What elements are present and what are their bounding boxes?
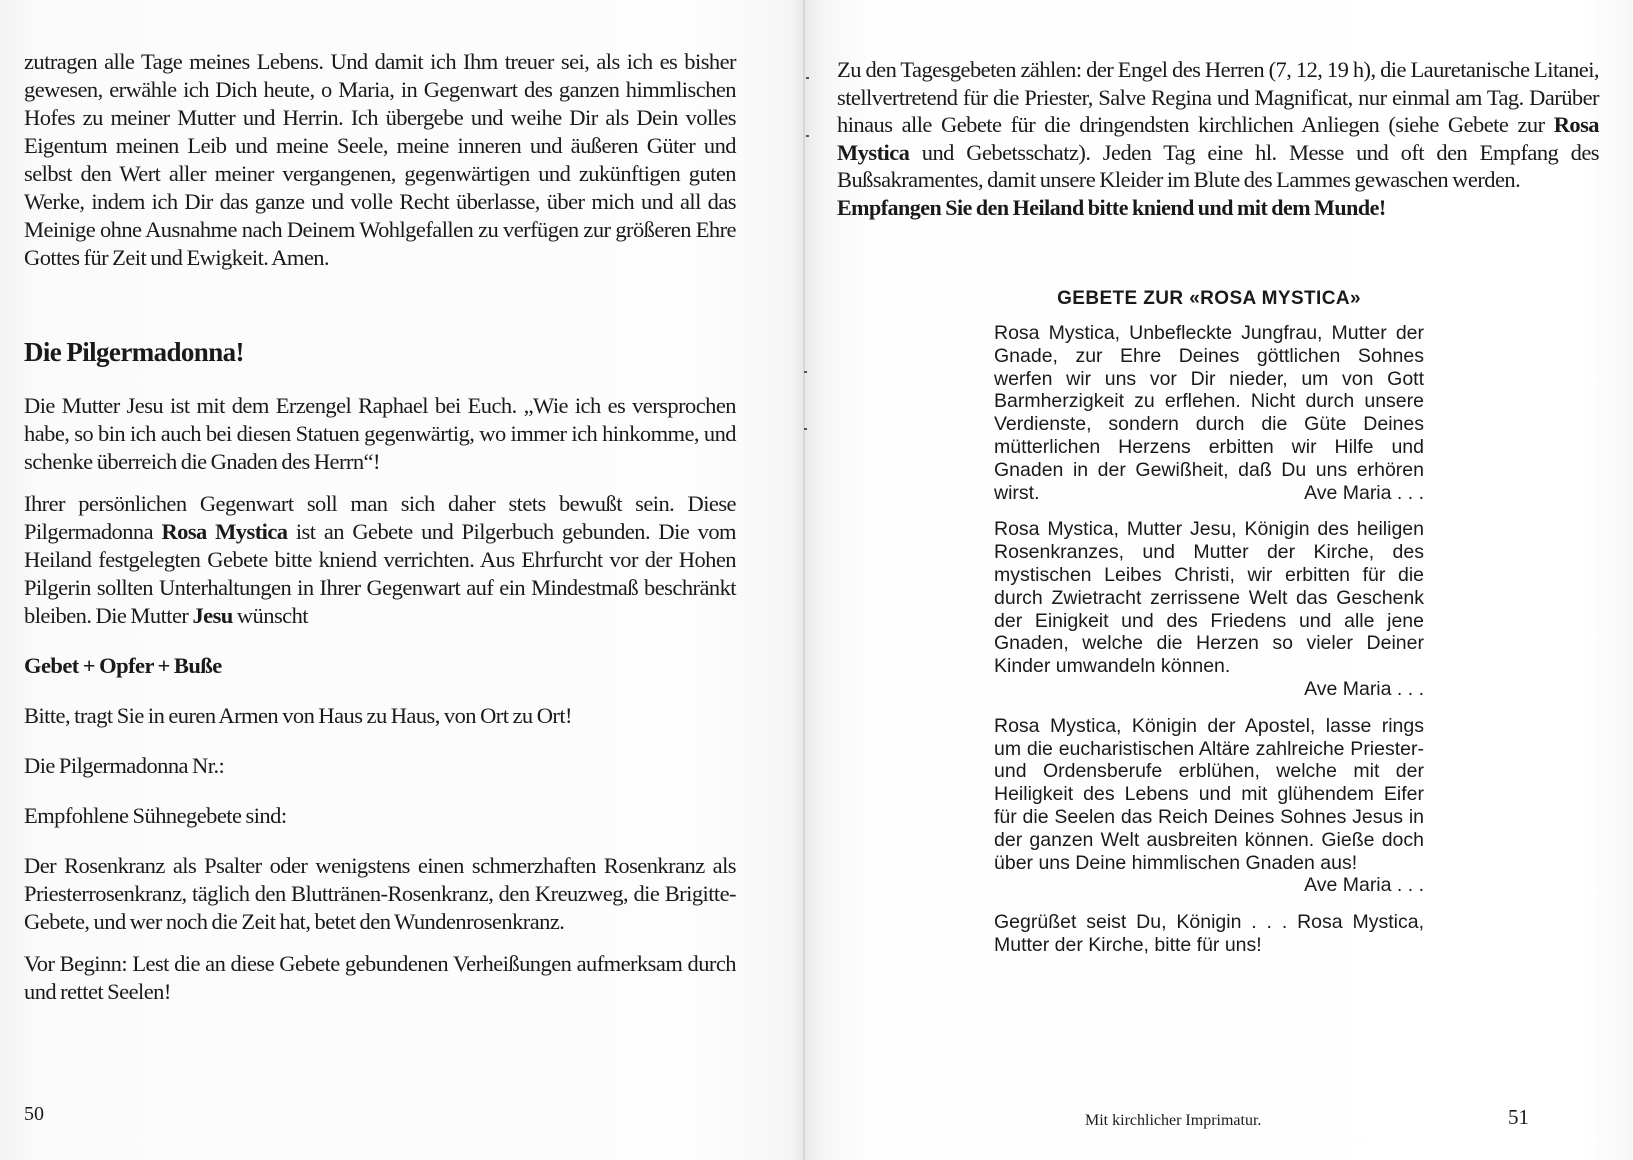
prayer-2-ending: Ave Maria . . .	[1304, 677, 1424, 700]
prayer-1-text: Rosa Mystica, Unbefleckte Jungfrau, Mutter der Gnade, zur Ehre Deines göttlichen Sohnes werfen wir uns vor Dir nieder, um von Gott Barmherzigkeit zu erflehen. Nicht durch unsere Verdienste, sondern durch die Güte Deines mütterlichen Herzens erbitten wir Hilfe und Gnaden in der Gewißheit, daß Du uns erhören wirst.	[994, 322, 1424, 504]
pilgrim-madonna-paragraph: Die Mutter Jesu ist mit dem Erzengel Raphael bei Euch. „Wie ich es versprochen habe, so bin ich auch bei diesen Statuen gegenwärtig, wo immer ich hinkomme, und schenke überreich die Gnaden des Herrn“!	[24, 393, 736, 474]
scan-speck	[804, 371, 807, 373]
presence-text-3: wünscht	[232, 603, 308, 628]
rosa-mystica-bold: Rosa Mystica	[161, 519, 288, 544]
prayer-1	[994, 322, 1424, 504]
right-page	[805, 0, 1633, 1160]
carry-request: Bitte, tragt Sie in euren Armen von Haus zu Haus, von Ort zu Ort!	[24, 703, 572, 728]
prayer-1-ending: Ave Maria . . .	[1304, 481, 1424, 504]
scan-speck	[806, 135, 809, 137]
prayer-4-text: Gegrüßet seist Du, Königin . . . Rosa Mystica, Mutter der Kirche, bitte für uns!	[994, 911, 1424, 956]
presence-paragraph	[24, 490, 736, 630]
page-number-left: 50	[24, 1103, 44, 1125]
prayer-3-text: Rosa Mystica, Königin der Apostel, lasse rings um die eucharistischen Altäre zahlreiche Priester- und Ordensberufe erblühen, welche mit der Heiligkeit des Lebens und mit glühendem Eifer für die Seelen das Reich Deines Sohnes Jesus in der ganzen Welt ausbreiten können. Gieße doch über uns Deine himmlischen Gnaden aus!	[994, 714, 1424, 874]
left-page	[0, 0, 805, 1160]
page-number-right: 51	[1508, 1105, 1529, 1129]
presence-text-2: ist an Gebete und Pilgerbuch gebunden. Die vom Heiland festgelegten Gebete bitte kniend verrichten. Aus Ehrfurcht vor der Hohen Pilgerin sollten Unterhaltungen in Ihrer Gegenwart auf ein Mindestmaß beschränkt bleiben. Die Mutter	[24, 519, 736, 628]
consecration-prayer-ending: zutragen alle Tage meines Lebens. Und damit ich Ihm treuer sei, als ich es bisher gewesen, erwähle ich Dich heute, o Maria, in Gegenwart des ganzen himmlischen Hofes zu meiner Mutter und Herrin. Ich übergebe und weihe Dir als Dein volles Eigentum meinen Leib und meine Seele, meine inneren und äußeren Güter und selbst den Wert aller meiner vergangenen, gegenwärtigen und zukünftigen guten Werke, indem ich Dir das ganze und volle Recht überlasse, über mich und all das Meinige ohne Ausnahme nach Deinem Wohlgefallen zu verfügen zur größeren Ehre Gottes für Zeit und Ewigkeit. Amen.	[24, 49, 736, 270]
prayers-title: GEBETE ZUR «ROSA MYSTICA»	[1057, 288, 1361, 309]
madonna-number-label: Die Pilgermadonna Nr.:	[24, 753, 225, 778]
closing-paragraph: Vor Beginn: Lest die an diese Gebete gebundenen Verheißungen aufmerksam durch und rettet Seelen!	[24, 951, 736, 1004]
section-heading: Die Pilgermadonna!	[24, 337, 244, 367]
daily-prayers-text-2: und Gebetsschatz). Jeden Tag eine hl. Messe und oft den Empfang des Bußsakramentes, damit unsere Kleider im Blute des Lammes gewaschen werden.	[837, 139, 1599, 192]
recommended-prayers-label: Empfohlene Sühnegebete sind:	[24, 803, 287, 828]
daily-prayers-paragraph	[837, 56, 1599, 194]
scan-speck	[806, 77, 809, 79]
recommended-prayers-text: Der Rosenkranz als Psalter oder wenigstens einen schmerzhaften Rosenkranz als Priesterrosenkranz, täglich den Bluttränen-Rosenkranz, den Kreuzweg, die Brigitte-Gebete, und wer noch die Zeit hat, betet den Wundenrosenkranz.	[24, 853, 736, 934]
prayer-4	[994, 911, 1424, 957]
communion-instruction: Empfangen Sie den Heiland bitte kniend und mit dem Munde!	[837, 194, 1386, 220]
presence-text-1: Ihrer persönlichen Gegenwart soll man sich daher stets bewußt sein. Diese Pilgermadonna	[24, 491, 736, 544]
prayer-3-ending: Ave Maria . . .	[1304, 874, 1424, 897]
right-page-intro	[837, 56, 1599, 221]
motto-line: Gebet + Opfer + Buße	[24, 653, 222, 678]
left-page-text	[24, 48, 736, 1006]
book-gutter	[803, 0, 805, 1160]
jesu-bold: Jesu	[192, 603, 233, 628]
prayer-2	[994, 518, 1424, 700]
prayer-2-text: Rosa Mystica, Mutter Jesu, Königin des heiligen Rosenkranzes, und Mutter der Kirche, des mystischen Leibes Christi, wir erbitten für die durch Zwietracht zerrissene Welt das Geschenk der Einigkeit und des Friedens und alle jene Gnaden, welche die Herzen so vieler Deiner Kinder umwandeln können.	[994, 518, 1424, 678]
rosa-mystica-bold-right: Rosa Mystica	[837, 112, 1599, 165]
prayer-3	[994, 715, 1424, 897]
rosa-mystica-prayers	[994, 288, 1424, 971]
daily-prayers-text-1: Zu den Tagesgebeten zählen: der Engel des Herren (7, 12, 19 h), die Lauretanische Litanei, stellvertretend für die Priester, Salve Regina und Magnificat, nur einmal am Tag. Darüber hinaus alle Gebete für die dringendsten kirchlichen Anliegen (siehe Gebete zur	[837, 57, 1599, 137]
scan-speck	[804, 428, 807, 430]
imprimatur-note: Mit kirchlicher Imprimatur.	[1085, 1112, 1262, 1129]
